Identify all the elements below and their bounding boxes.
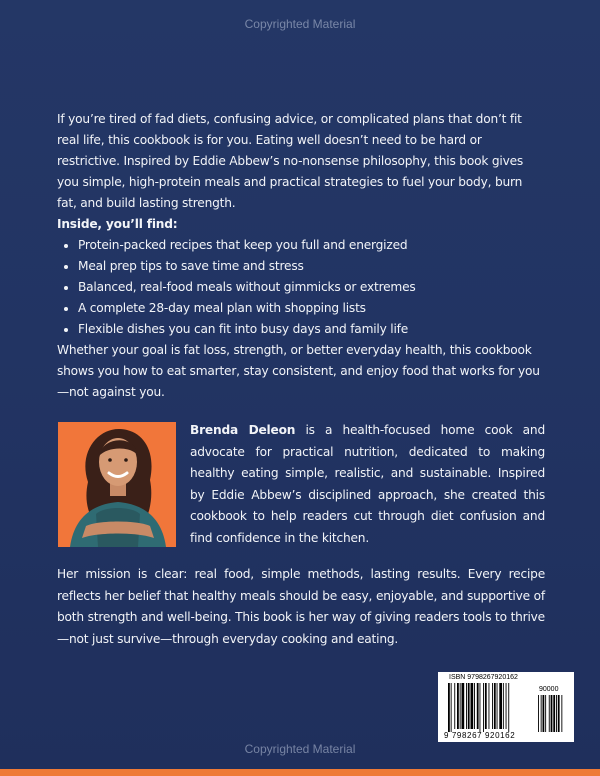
addon-barcode-bar xyxy=(545,695,546,732)
addon-barcode-bar xyxy=(551,695,553,732)
feature-item: Meal prep tips to save time and stress xyxy=(57,256,545,277)
bullet-icon xyxy=(64,265,68,269)
intro-paragraph: If you’re tired of fad diets, confusing advice, or complicated plans that don’t fit real life, this cookbook is for you. Eating well doesn’t need to be hard or restrictive. Inspired by Eddie Abbew’s no-nonsense philosophy, this book gives you simple, high-protein meals and practical strategies to fuel your body, burn fat, and build lasting strength. xyxy=(57,112,524,210)
addon-barcode-bar xyxy=(543,695,545,732)
barcode-bar xyxy=(483,683,484,732)
barcode-bar xyxy=(492,683,493,729)
addon-barcode-bar xyxy=(556,695,557,732)
features-heading: Inside, you’ll find: xyxy=(57,217,178,231)
barcode-bar xyxy=(503,683,504,729)
author-name: Brenda Deleon xyxy=(190,423,296,437)
barcode-bar xyxy=(454,683,455,729)
addon-barcode-bar xyxy=(541,695,542,732)
feature-item: Flexible dishes you can fit into busy days and family life xyxy=(57,319,545,340)
barcode-bar xyxy=(468,683,470,729)
ean-digits: 9 798267 920162 xyxy=(444,731,516,740)
barcode-bar xyxy=(451,683,452,732)
barcode-bar xyxy=(508,683,509,732)
barcode-bar xyxy=(474,683,475,729)
description-section xyxy=(57,109,545,403)
barcode-bar xyxy=(462,683,465,729)
feature-item: Protein-packed recipes that keep you full and energized xyxy=(57,235,545,256)
barcode-bar xyxy=(448,683,450,732)
addon-barcode-bar xyxy=(561,695,562,732)
closing-paragraph: Whether your goal is fat loss, strength, or better everyday health, this cookbook shows you how to eat smarter, stay consistent, and enjoy food that works for you—not against you. xyxy=(57,343,540,399)
bullet-icon xyxy=(64,328,68,332)
isbn-label: ISBN 9798267920162 xyxy=(449,674,518,681)
watermark-top: Copyrighted Material xyxy=(244,17,356,31)
author-bio xyxy=(190,420,545,549)
addon-barcode-bar xyxy=(549,695,550,732)
barcode-bar xyxy=(499,683,502,729)
barcode-bar xyxy=(457,683,459,729)
addon-barcode-bar xyxy=(558,695,560,732)
author-portrait-illustration xyxy=(58,422,176,547)
barcode-bar xyxy=(485,683,487,729)
barcode-bar xyxy=(506,683,507,729)
addon-barcode-bar xyxy=(538,695,539,732)
bullet-icon xyxy=(64,286,68,290)
barcode-bar xyxy=(480,683,481,732)
barcode-bar xyxy=(471,683,474,729)
price-code: 90000 xyxy=(539,686,559,693)
watermark-bottom: Copyrighted Material xyxy=(244,742,356,756)
author-bio-text: is a health-focused home cook and advocate for practical nutrition, dedicated to making healthy eating simple, realistic, and sustainable. Inspired by Eddie Abbew’s disciplined approach, she created this cookbook to help readers cut through diet confusion and find confidence in the kitchen. xyxy=(190,423,545,545)
addon-barcode-bar xyxy=(553,695,555,732)
barcode-bar xyxy=(460,683,461,729)
barcode-bar xyxy=(477,683,479,729)
mission-paragraph: Her mission is clear: real food, simple methods, lasting results. Every recipe reflects her belief that healthy meals should be easy, enjoyable, and supportive of both strength and well-being. This book is her way of giving readers tools to thrive—not just survive—through everyday cooking and eating. xyxy=(57,567,545,646)
isbn-barcode xyxy=(438,672,574,742)
barcode-bar xyxy=(494,683,496,729)
feature-item: Balanced, real-food meals without gimmicks or extremes xyxy=(57,277,545,298)
barcode-bar xyxy=(466,683,467,729)
barcode-bar xyxy=(497,683,498,729)
feature-item: A complete 28-day meal plan with shopping lists xyxy=(57,298,545,319)
author-photo xyxy=(58,422,176,547)
bullet-icon xyxy=(64,307,68,311)
barcode-bar xyxy=(489,683,490,729)
features-list xyxy=(57,235,545,340)
bullet-icon xyxy=(64,244,68,248)
accent-strip xyxy=(0,769,600,776)
